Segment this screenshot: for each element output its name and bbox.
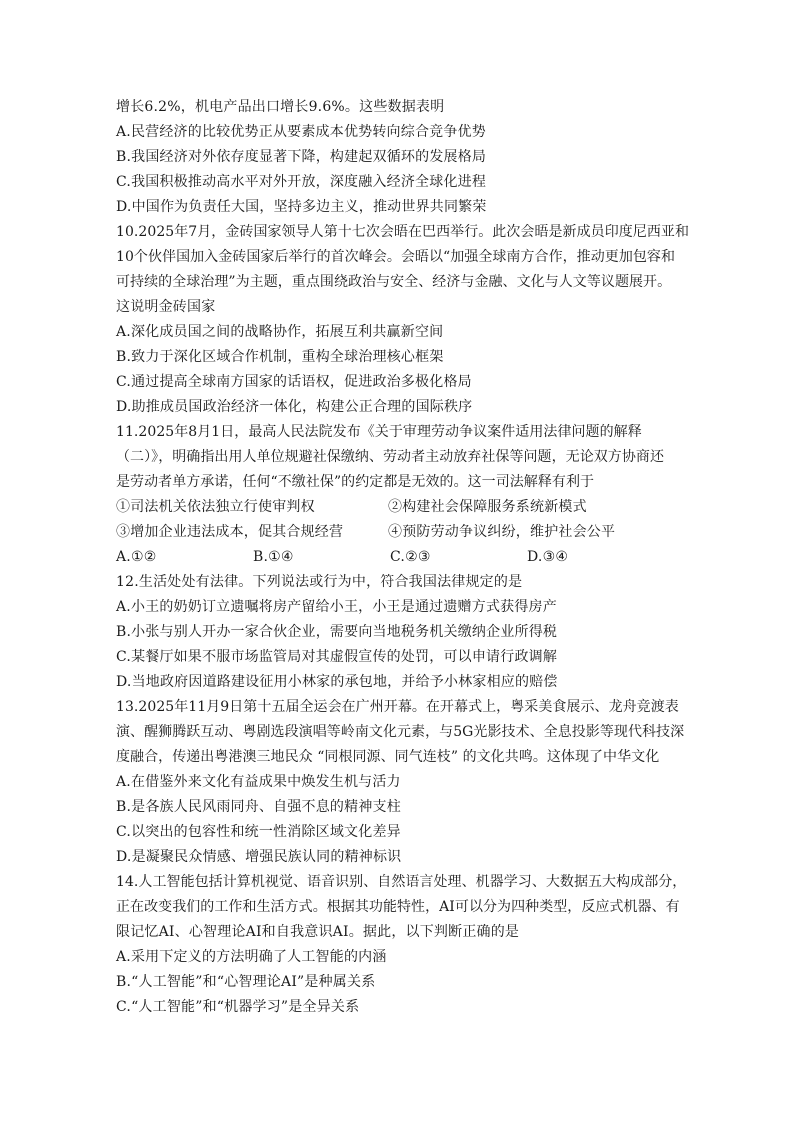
question-10-option-b: B.致力于深化区域合作机制，重构全球治理核心框架	[116, 349, 444, 365]
question-13-option-c: C.以突出的包容性和统一性消除区域文化差异	[116, 824, 401, 840]
question-11	[116, 420, 686, 570]
page-content	[116, 95, 689, 1020]
question-11-choice-b: B.①④	[253, 549, 294, 565]
question-12-stem: 12.生活处处有法律。下列说法或行为中，符合我国法律规定的是	[116, 574, 523, 590]
question-10-option-d: D.助推成员国政治经济一体化，构建公正合理的国际秩序	[116, 399, 473, 415]
question-11-stem-line: 是劳动者单方承诺，任何“不缴社保”的约定都是无效的。这一司法解释有利于	[116, 474, 595, 490]
question-11-choice-a: A.①②	[116, 549, 157, 565]
question-13-option-d: D.是凝聚民众情感、增强民族认同的精神标识	[116, 849, 402, 865]
question-10-option-c: C.通过提高全球南方国家的话语权，促进政治多极化格局	[116, 374, 472, 390]
question-12	[116, 570, 686, 695]
question-10-option-a: A.深化成员国之间的战略协作，拓展互利共赢新空间	[116, 324, 444, 340]
question-14-stem-line: 限记忆AI、心智理论AI和自我意识AI。据此，以下判断正确的是	[116, 924, 520, 940]
question-10-stem-line: 10个伙伴国加入金砖国家后举行的首次峰会。会晤以“加强全球南方合作，推动更加包容和	[116, 249, 676, 265]
question-11-item-2: ②构建社会保障服务系统新模式	[388, 499, 587, 515]
question-14-stem-line: 正在改变我们的工作和生活方式。根据其功能特性，AI可以分为四种类型，反应式机器、有	[116, 899, 680, 915]
question-11-choice-d: D.③④	[527, 549, 569, 565]
question-11-items-row	[116, 495, 686, 520]
question-13-stem-line: 度融合，传递出粤港澳三地民众 “同根同源、同气连枝” 的文化共鸣。这体现了中华文化	[116, 749, 660, 765]
question-11-stem-line: （二）》，明确指出用人单位规避社保缴纳、劳动者主动放弃社保等问题，无论双方协商还	[116, 449, 664, 465]
question-9-stem-continued: 增长6.2%，机电产品出口增长9.6%。这些数据表明	[116, 99, 445, 115]
question-11-stem-line: 11.2025年8月1日，最高人民法院发布《关于审理劳动争议案件适用法律问题的解释	[116, 424, 642, 440]
question-11-item-4: ④预防劳动争议纠纷，维护社会公平	[388, 524, 616, 540]
question-12-option-b: B.小张与别人开办一家合伙企业，需要向当地税务机关缴纳企业所得税	[116, 624, 558, 640]
question-11-items-row	[116, 520, 686, 545]
question-10-stem-line: 可持续的全球治理”为主题，重点围绕政治与安全、经济与金融、文化与人文等议题展开。	[116, 274, 672, 290]
question-10-stem-line: 这说明金砖国家	[116, 299, 216, 315]
question-11-choices-row	[116, 545, 686, 570]
question-9-option-c: C.我国积极推动高水平对外开放，深度融入经济全球化进程	[116, 174, 487, 190]
question-13	[116, 695, 686, 870]
question-13-stem-line: 13.2025年11月9日第十五届全运会在广州开幕。在开幕式上，粤采美食展示、龙舟竞渡表	[116, 699, 679, 715]
question-11-choice-c: C.②③	[390, 549, 431, 565]
question-14-option-a: A.采用下定义的方法明确了人工智能的内涵	[116, 949, 387, 965]
question-13-option-b: B.是各族人民风雨同舟、自强不息的精神支柱	[116, 799, 401, 815]
question-14-stem-line: 14.人工智能包括计算机视觉、语音识别、自然语言处理、机器学习、大数据五大构成部分，	[116, 874, 687, 890]
question-14-option-b: B.“人工智能”和“心智理论AI”是种属关系	[116, 974, 376, 990]
question-9-option-d: D.中国作为负责任大国，坚持多边主义，推动世界共同繁荣	[116, 199, 487, 215]
question-10	[116, 220, 689, 420]
question-9	[116, 95, 686, 220]
question-14-option-c: C.“人工智能”和“机器学习”是全异关系	[116, 999, 360, 1015]
question-9-option-a: A.民营经济的比较优势正从要素成本优势转向综合竞争优势	[116, 124, 486, 140]
question-10-stem-line: 10.2025年7月，金砖国家领导人第十七次会晤在巴西举行。此次会晤是新成员印度尼西亚和	[116, 224, 689, 240]
question-11-item-1: ①司法机关依法独立行使审判权	[116, 499, 315, 515]
question-14	[116, 870, 686, 1020]
question-12-option-a: A.小王的奶奶订立遗嘱将房产留给小王，小王是通过遗赠方式获得房产	[116, 599, 557, 615]
question-11-item-3: ③增加企业违法成本，促其合规经营	[116, 524, 344, 540]
question-9-option-b: B.我国经济对外依存度显著下降，构建起双循环的发展格局	[116, 149, 487, 165]
question-13-stem-line: 演、醒狮腾跃互动、粤剧选段演唱等岭南文化元素，与5G光影技术、全息投影等现代科技深	[116, 724, 685, 740]
question-13-option-a: A.在借鉴外来文化有益成果中焕发生机与活力	[116, 774, 401, 790]
question-12-option-c: C.某餐厅如果不服市场监管局对其虚假宣传的处罚，可以申请行政调解	[116, 649, 558, 665]
question-12-option-d: D.当地政府因道路建设征用小林家的承包地，并给予小林家相应的赔偿	[116, 674, 558, 690]
